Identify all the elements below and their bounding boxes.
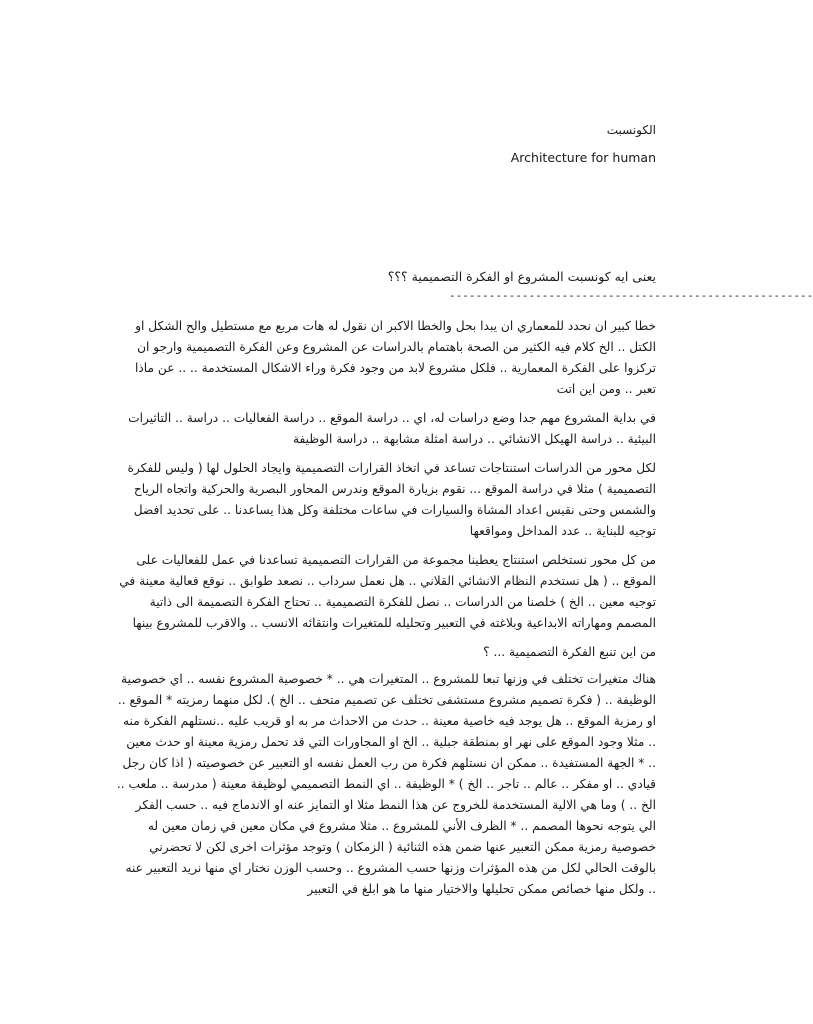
document-heading: الكونسبت — [606, 123, 656, 137]
section-question: يعنى ايه كونسبت المشروع او الفكرة التصميمية ؟؟؟ — [387, 269, 656, 284]
paragraph: من كل محور نستخلص استنتاج يعطينا مجموعة من القرارات التصميمية تساعدنا في عمل للفعاليات على الموقع .. ( هل نستخدم النظام الانشائي القلاني .. هل نعمل سرداب .. نصعد طوابق .. نوقع فعالية معينة في توجيه معين .. الخ ) خلصنا من الدراسات .. نصل للفكرة التصميمية .. تحتاج الفكرة التصميمة الى ذاتية المصمم ومهاراته الابداعية وبلاغته في التعبير وتحليله للمتغيرات وانتقائه الانسب .. والاقرب للمشروع بينها — [119, 553, 656, 630]
dashed-divider: ------------------------------------------------------- — [449, 289, 813, 302]
paragraph: في بداية المشروع مهم جدا وضع دراسات له، اي .. دراسة الموقع .. دراسة الفعاليات .. دراسة .. التاثيرات البيئية .. دراسة الهيكل الانشائي .. دراسة امثلة مشابهة .. دراسة الوظيفة — [128, 411, 656, 446]
paragraph: لكل محور من الدراسات استنتاجات تساعد في اتخاذ القرارات التصميمية وايجاد الحلول لها ( وليس للفكرة التصميمية ) مثلا في دراسة الموقع ... نقوم بزيارة الموقع وندرس المحاور البصرية والحركية واتجاه الرياح والشمس وحتى نقيس اعداد المشاة والسيارات في ساعات مختلفة وكل هذا يساعدنا .. على تحديد افضل توجيه للبناية .. عدد المداخل ومواقعها — [127, 461, 656, 538]
paragraph: خطا كبير ان نحدد للمعماري ان يبدا بحل والخطا الاكبر ان نقول له هات مربع مع مستطيل والح الشكل او الكتل .. الخ كلام فيه الكثير من الصحة باهتمام بالدراسات عن المشروع وعن الفكرة التصميمية وارجو ان تركزوا على الفكرة المعمارية .. فلكل مشروع لابد من وجود فكرة وراء الاشكال المستخدمة .. .. عن ماذا تعبر .. ومن اين اتت — [134, 319, 656, 396]
paragraph-question: من اين تنبع الفكرة التصميمية ... ؟ — [483, 645, 656, 659]
paragraph: هناك متغيرات تختلف في وزنها تبعا للمشروع .. المتغيرات هي .. * خصوصية المشروع نفسه .. اي خصوصية الوظيفة .. ( فكرة تصميم مشروع مستشفى تختلف عن تصميم متحف .. الخ ). لكل منهما رمزيته * الموقع .. او رمزية الموقع .. هل يوجد فيه خاصية معينة .. حدث من الاحداث مر به او قريب عليه ..نستلهم الفكرة منه .. مثلا وجود الموقع على نهر او بمنطقة جبلية .. الخ او المجاورات التي قد تحمل رمزية معينة او حدث معين .. * الجهة المستفيدة .. ممكن ان نستلهم فكرة من رب العمل نفسه او التعبير عن خصوصيته ( اذا كان رجل قيادي .. او مفكر .. عالم .. تاجر .. الخ ) * الوظيفة .. اي النمط التصميمي لوظيفة معينة ( مدرسة .. ملعب .. الخ .. ) وما هي الالية المستخدمة للخروج عن هذا النمط مثلا او التمايز عنه او الاندماج فيه .. حسب الفكر الي يتوجه نحوها المصمم .. * الظرف الأني للمشروع .. مثلا مشروع في مكان معين في زمان معين له خصوصية رمزية ممكن التعبير عنها ضمن هذه الثنائية ( الزمكان ) وتوجد مؤثرات اخرى لكن لا تحضرني بالوقت الحالي لكل من هذه المؤثرات وزنها حسب المشروع .. وحسب الوزن نختار اي منها نريد التعبير عنه .. ولكل منها خصائص ممكن تحليلها والاختيار منها ما هو ابلغ في التعبير — [116, 672, 656, 896]
document-body — [116, 316, 656, 908]
document-subtitle: Architecture for human — [510, 150, 656, 165]
